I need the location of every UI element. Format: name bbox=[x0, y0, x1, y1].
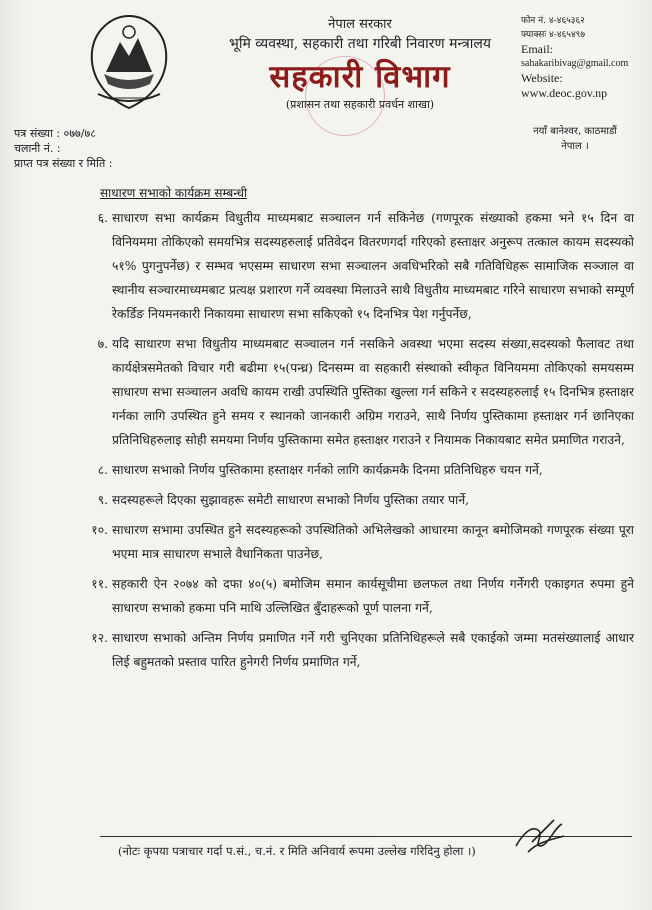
email-label: Email: bbox=[521, 42, 553, 56]
list-item bbox=[97, 458, 634, 482]
dispatch-number: चलानी नं. : bbox=[14, 142, 61, 155]
contact-block bbox=[521, 14, 646, 101]
email-address: sahakaribivag@gmail.com bbox=[521, 58, 629, 69]
fax-number: फ्याक्सः ४-४६५४९७ bbox=[521, 30, 586, 40]
reference-block bbox=[14, 126, 112, 171]
list-item bbox=[97, 488, 634, 512]
item-number: १२. bbox=[91, 631, 108, 645]
letter-number: पत्र संख्या : ०७७/७८ bbox=[14, 127, 96, 140]
address-line-1: नयाँ बानेश्वर, काठमाडौं bbox=[533, 126, 617, 137]
item-text: यदि साधारण सभा विधुतीय माध्यमबाट सञ्चालन गर्न नसकिने अवस्था भएमा सदस्य संख्या,सदस्यको फैलावट तथा कार्यक्षेत्रसमेतको विचार गरी बढीमा १५(पन्ध्र) दिनसम्म वा सहकारी संस्थाको स्वीकृत विनियममा तोकिएको समयसम्म साधारण सभा सञ्चालन अवधि कायम राखी उपस्थिति पुस्तिका खुल्ला गर्न सकिने र सदस्यहरुलाई १५ दिनभित्र हस्ताक्षर गर्नका लागि उपस्थित हुने समय र स्थानको जानकारी अग्रिम गराउने, साथै निर्णय पुस्तिकामा हस्ताक्षर गर्न छानिएका प्रतिनिधिहरुलाइ सोही समयमा निर्णय पुस्तिकामा समेत हस्ताक्षर गराउने र नियामक निकायबाट समेत प्रमाणित गराउने, bbox=[112, 337, 634, 447]
item-number: ८. bbox=[97, 463, 108, 477]
item-number: ७. bbox=[97, 337, 108, 351]
item-text: सहकारी ऐन २०७४ को दफा ४०(५) बमोजिम समान कार्यसूचीमा छलफल तथा निर्णय गर्नेगरी एकाइगत रुपमा हुने साधारण सभाको हकमा पनि माथि उल्लिखित बुँदाहरूको पूर्ण पालना गर्ने, bbox=[112, 577, 634, 615]
item-number: ६. bbox=[97, 211, 108, 225]
government-emblem-icon bbox=[86, 12, 172, 112]
item-text: साधारण सभाको निर्णय पुस्तिकामा हस्ताक्षर गर्नको लागि कार्यक्रमकै दिनमा प्रतिनिधिहरु चयन गर्ने, bbox=[112, 463, 543, 477]
item-text: साधारण सभा कार्यक्रम विधुतीय माध्यमबाट सञ्चालन गर्न सकिनेछ (गणपूरक संख्याको हकमा भने १५ दिन वा विनियममा तोकिएको समयभित्र सदस्यहरुलाई प्रतिवेदन वितरणगर्दा गरिएको हस्ताक्षर अनुरूप तत्काल कायम सदस्यको ५१% पुगनुपर्नेछ) र सम्भव भएसम्म साधारण सभा सञ्चालन अवधिभरिको सबै गतिविधिहरू सामाजिक सञ्जाल वा स्थानीय सञ्चारमाध्यमबाट प्रत्यक्ष प्रशारण गर्ने व्यवस्था मिलाउने साथै विधुतीय माध्यमबाट गरिने साधारण सभाको सम्पूर्ण रेकर्डिङ नियमनकारी निकायमा साधारण सभा सकिएको १५ दिनभित्र पेश गर्नुपर्नेछ, bbox=[112, 211, 634, 321]
document-body bbox=[91, 206, 634, 674]
received-reference: प्राप्त पत्र संख्या र मिति : bbox=[14, 157, 113, 170]
department-name: सहकारी विभाग bbox=[269, 59, 451, 95]
website-url: www.deoc.gov.np bbox=[521, 86, 608, 100]
list-item bbox=[97, 206, 634, 326]
list-item bbox=[91, 572, 634, 620]
signature-icon bbox=[510, 812, 570, 862]
address-line-2: नेपाल । bbox=[561, 141, 589, 152]
list-item bbox=[97, 332, 634, 452]
office-stamp bbox=[305, 56, 385, 136]
item-number: ९. bbox=[97, 493, 108, 507]
list-item bbox=[91, 518, 634, 566]
website-label: Website: bbox=[521, 71, 563, 85]
footnote: (नोटः कृपया पत्राचार गर्दा प.सं., च.नं. र मिति अनिवार्य रूपमा उल्लेख गरिदिनु होला ।) bbox=[118, 844, 476, 858]
item-number: १०. bbox=[91, 523, 108, 537]
ministry-name: भूमि व्यवस्था, सहकारी तथा गरिबी निवारण मन्त्रालय bbox=[229, 36, 491, 52]
phone-number: फोन नं. ४-४६५३६२ bbox=[521, 16, 585, 26]
branch-name: (प्रशासन तथा सहकारी प्रवर्धन शाखा) bbox=[285, 98, 435, 111]
item-text: सदस्यहरूले दिएका सुझावहरू समेटी साधारण सभाको निर्णय पुस्तिका तयार पार्ने, bbox=[112, 493, 470, 507]
item-text: साधारण सभाको अन्तिम निर्णय प्रमाणित गर्ने गरी चुनिएका प्रतिनिधिहरूले सबै एकाईको जम्मा मतसंख्यालाई आधार लिई बहुमतको प्रस्ताव पारित हुनेगरी निर्णय प्रमाणित गर्ने, bbox=[112, 631, 634, 669]
item-text: साधारण सभामा उपस्थित हुने सदस्यहरूको उपस्थितिको अभिलेखको आधारमा कानून बमोजिमको गणपूरक संख्या पूरा भएमा मात्र साधारण सभाले वैधानिकता पाउनेछ, bbox=[112, 523, 634, 561]
item-number: ११. bbox=[91, 577, 108, 591]
government-name: नेपाल सरकार bbox=[328, 17, 392, 32]
office-address bbox=[510, 124, 640, 154]
subject-heading: साधारण सभाको कार्यक्रम सम्बन्धी bbox=[100, 186, 248, 200]
list-item bbox=[91, 626, 634, 674]
